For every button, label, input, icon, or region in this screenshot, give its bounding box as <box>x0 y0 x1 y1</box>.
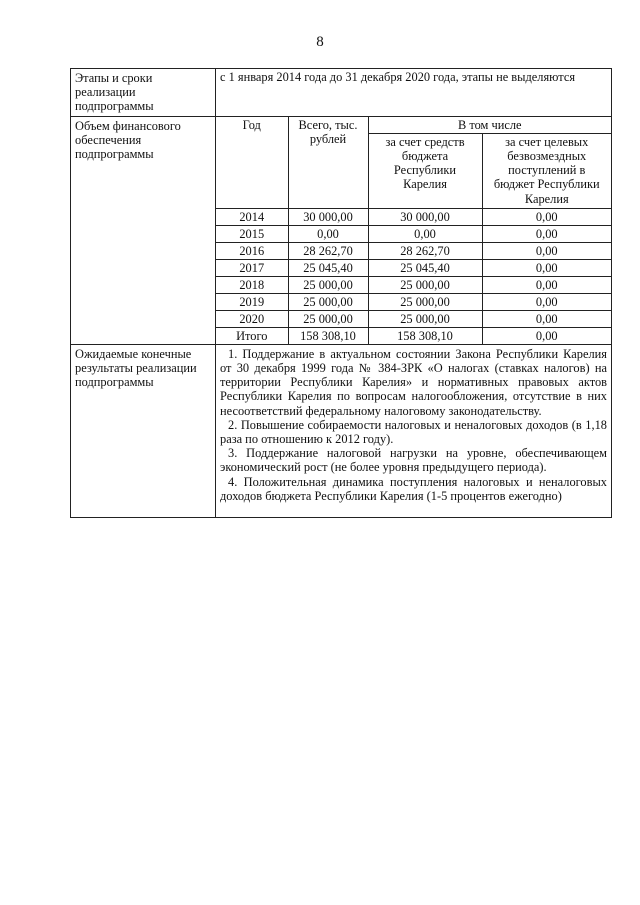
budget-cell: 28 262,70 <box>368 242 482 259</box>
financing-table <box>216 117 611 344</box>
financing-label: Объем финансового обеспечения подпрограммы <box>71 116 216 344</box>
grants-cell: 0,00 <box>482 208 611 225</box>
table-row-total <box>216 327 611 344</box>
budget-cell: 30 000,00 <box>368 208 482 225</box>
total-cell: 0,00 <box>288 225 368 242</box>
table-row <box>216 276 611 293</box>
year-cell: 2020 <box>216 310 288 327</box>
result-item: 3. Поддержание налоговой нагрузки на уровне, обеспечивающем экономический рост (не более уровня предыдущего периода). <box>220 446 607 475</box>
results-row <box>71 344 612 517</box>
budget-cell: 0,00 <box>368 225 482 242</box>
year-cell: 2018 <box>216 276 288 293</box>
grants-cell: 0,00 <box>482 276 611 293</box>
passport-table <box>70 68 612 518</box>
stages-label: Этапы и сроки реализации подпрограммы <box>71 69 216 117</box>
total-cell: 25 045,40 <box>288 259 368 276</box>
header-total: Всего, тыс. рублей <box>288 117 368 209</box>
year-cell: 2016 <box>216 242 288 259</box>
table-row <box>216 242 611 259</box>
total-cell: 25 000,00 <box>288 276 368 293</box>
grants-cell: 0,00 <box>482 327 611 344</box>
table-row <box>216 293 611 310</box>
total-cell: 25 000,00 <box>288 293 368 310</box>
result-item: 2. Повышение собираемости налоговых и неналоговых доходов (в 1,18 раза по отношению к 2012 году). <box>220 417 607 447</box>
year-cell: Итого <box>216 327 288 344</box>
total-cell: 28 262,70 <box>288 242 368 259</box>
total-cell: 30 000,00 <box>288 208 368 225</box>
header-grants: за счет целевых безвозмездных поступлений в бюджет Республики Карелия <box>482 133 611 208</box>
year-cell: 2017 <box>216 259 288 276</box>
financing-header-row <box>216 117 611 134</box>
header-including: В том числе <box>368 117 611 134</box>
year-cell: 2014 <box>216 208 288 225</box>
year-cell: 2015 <box>216 225 288 242</box>
result-item: 4. Положительная динамика поступления налоговых и неналоговых доходов бюджета Республики Карелия (1-5 процентов ежегодно) <box>220 474 607 503</box>
budget-cell: 158 308,10 <box>368 327 482 344</box>
results-cell <box>216 344 612 517</box>
results-label: Ожидаемые конечные результаты реализации подпрограммы <box>71 344 216 517</box>
table-row <box>216 259 611 276</box>
stages-value: с 1 января 2014 года до 31 декабря 2020 года, этапы не выделяются <box>216 69 612 117</box>
year-cell: 2019 <box>216 293 288 310</box>
header-budget: за счет средств бюджета Республики Карелия <box>368 133 482 208</box>
grants-cell: 0,00 <box>482 242 611 259</box>
grants-cell: 0,00 <box>482 310 611 327</box>
financing-row <box>71 116 612 344</box>
budget-cell: 25 045,40 <box>368 259 482 276</box>
result-item: 1. Поддержание в актуальном состоянии Закона Республики Карелия от 30 декабря 1999 года № 384-ЗРК «О налогах (ставках налогов) на территории Республики Карелия» и нормативных правовых актов Республики Карелия по вопросам налогообложения, отсутствие в них несоответствий федеральному налоговому законодательству. <box>220 346 607 418</box>
stages-row <box>71 69 612 117</box>
total-cell: 158 308,10 <box>288 327 368 344</box>
table-row <box>216 310 611 327</box>
grants-cell: 0,00 <box>482 225 611 242</box>
header-year: Год <box>216 117 288 209</box>
grants-cell: 0,00 <box>482 293 611 310</box>
budget-cell: 25 000,00 <box>368 310 482 327</box>
budget-cell: 25 000,00 <box>368 293 482 310</box>
financing-cell <box>216 116 612 344</box>
table-row <box>216 208 611 225</box>
total-cell: 25 000,00 <box>288 310 368 327</box>
budget-cell: 25 000,00 <box>368 276 482 293</box>
grants-cell: 0,00 <box>482 259 611 276</box>
table-row <box>216 225 611 242</box>
page-number: 8 <box>316 34 324 50</box>
